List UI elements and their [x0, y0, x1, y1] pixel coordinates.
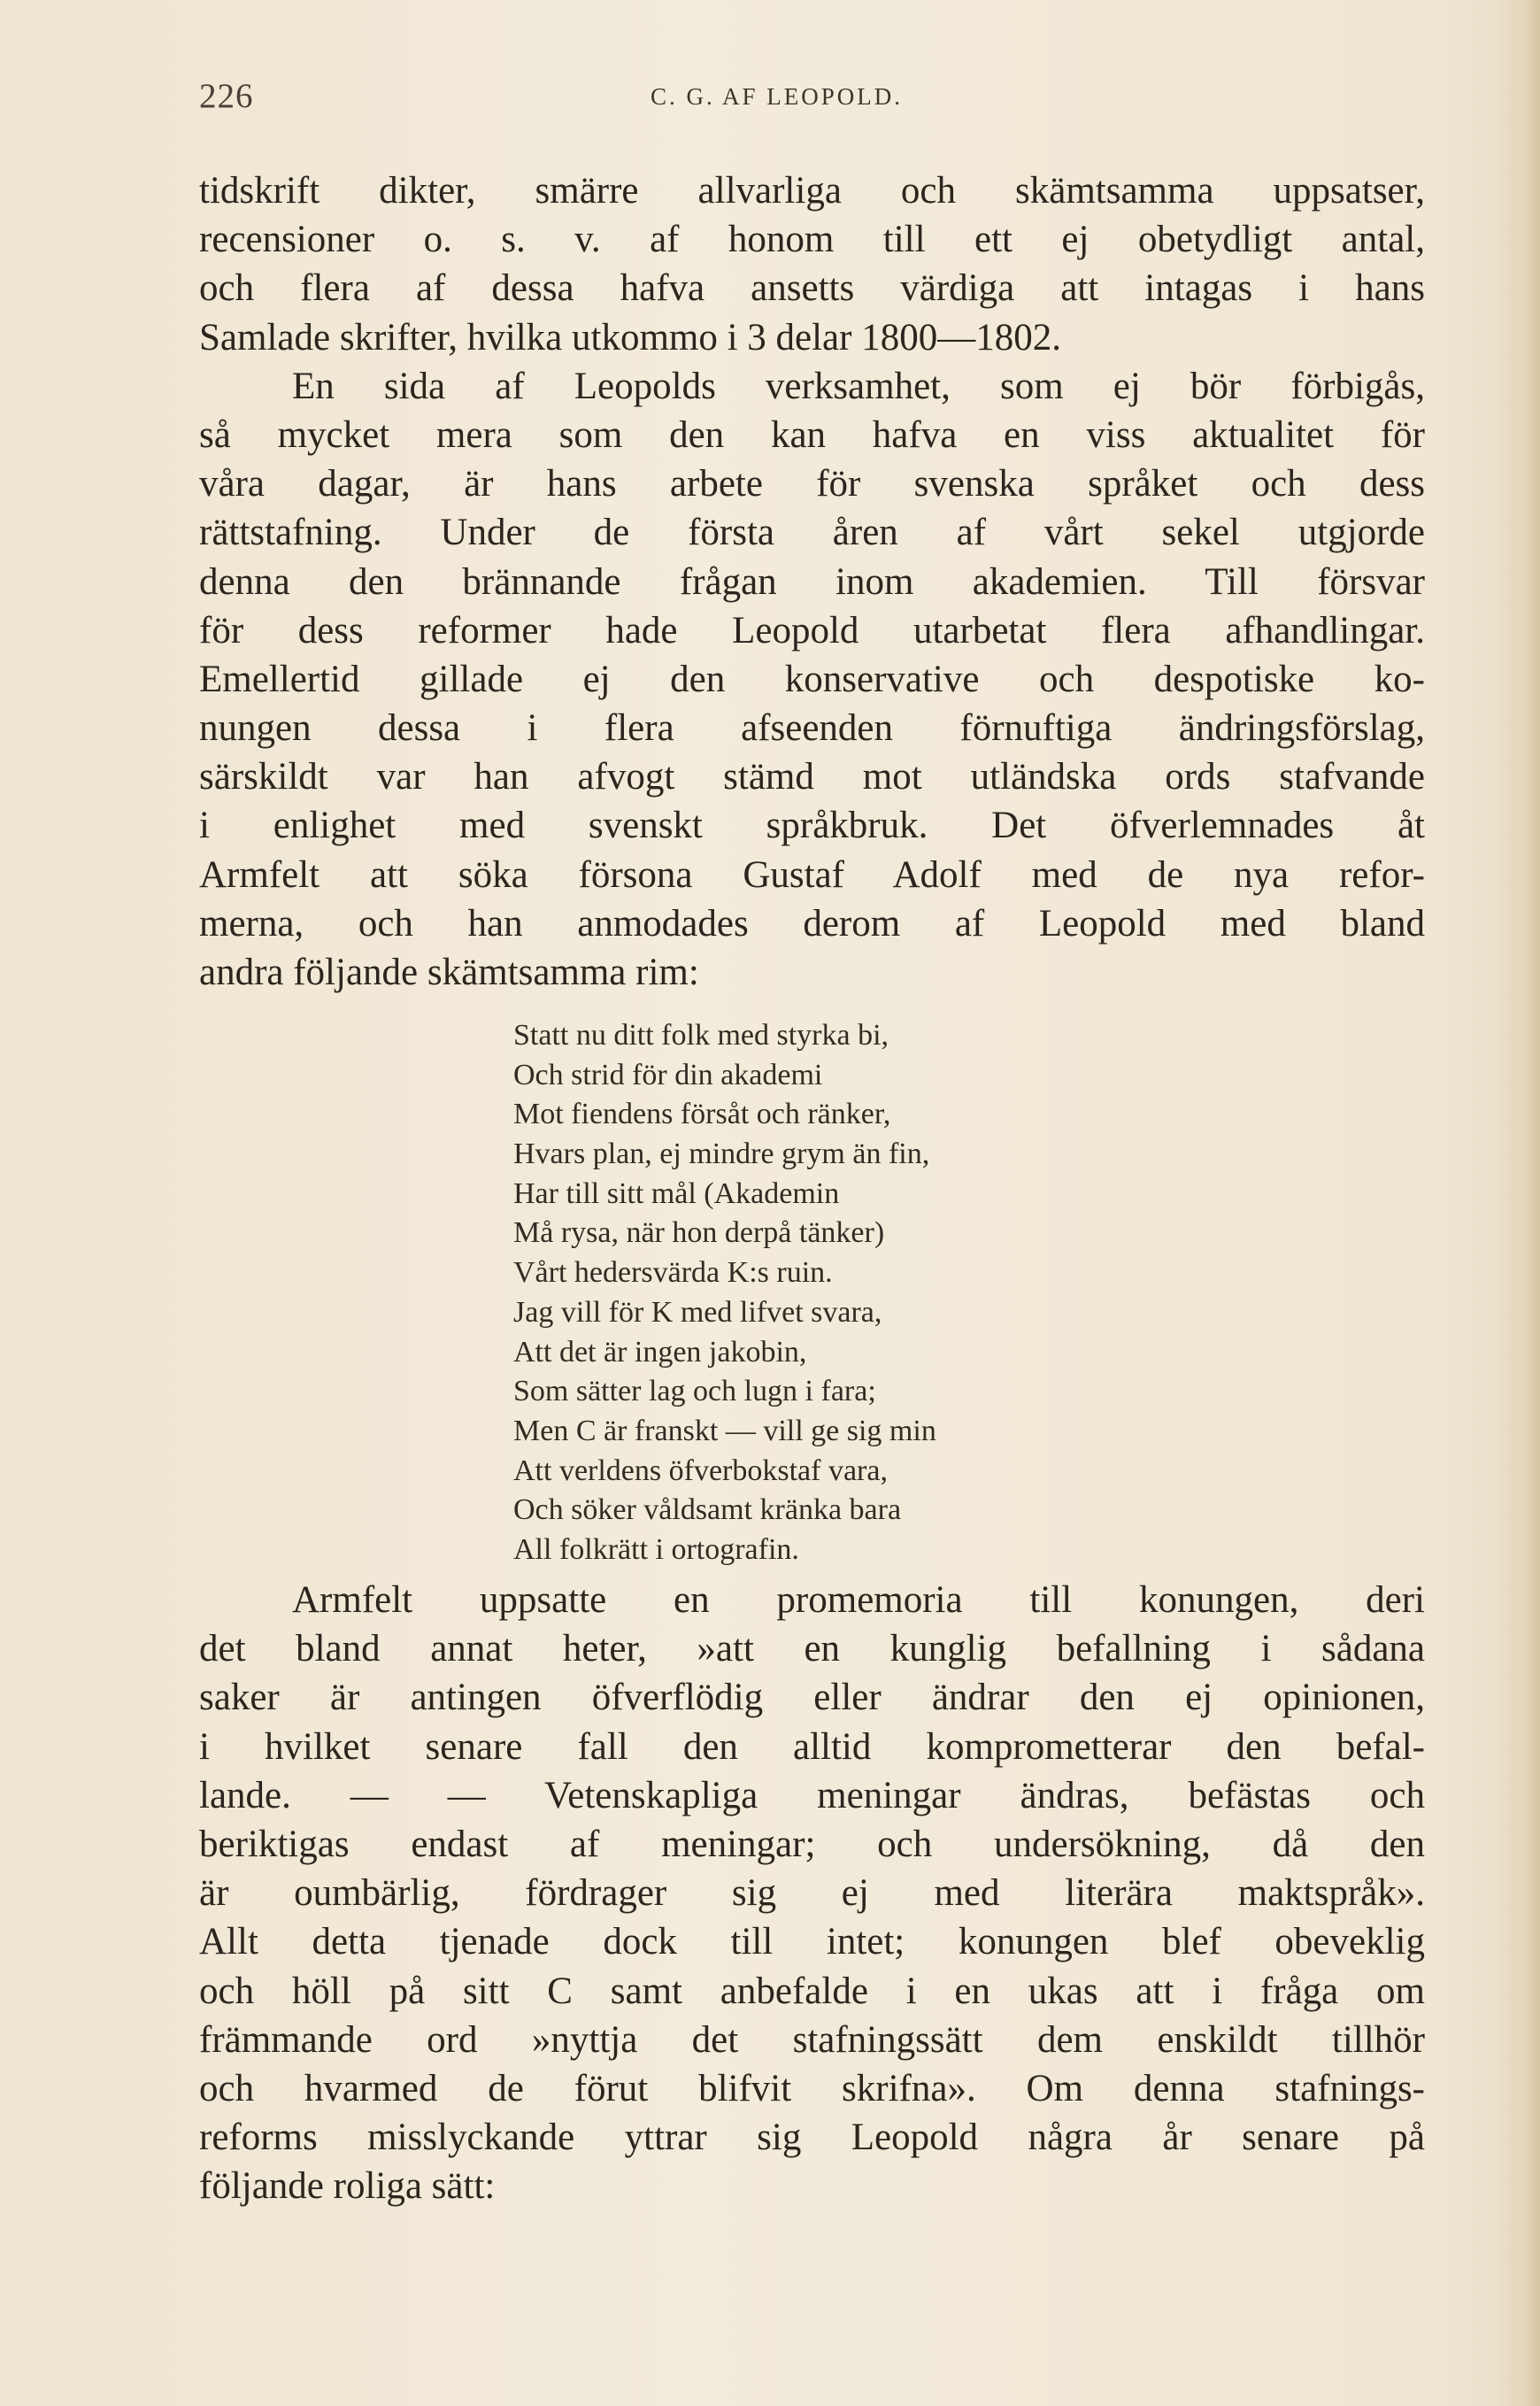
poem-line: Statt nu ditt folk med styrka bi,	[513, 1019, 889, 1052]
text-line: rättstafning. Under de första åren af vårt sekel utgjorde	[199, 512, 1425, 554]
poem-block	[513, 1016, 936, 1570]
text-line: saker är antingen öfverflödig eller ändrar den ej opinionen,	[199, 1677, 1425, 1719]
text-line: beriktigas endast af meningar; och undersökning, då den	[199, 1823, 1425, 1865]
poem-line: Mot fiendens försåt och ränker,	[513, 1098, 891, 1131]
text-line: och höll på sitt C samt anbefalde i en ukas att i fråga om	[199, 1970, 1425, 2012]
text-line: våra dagar, är hans arbete för svenska språket och dess	[199, 463, 1425, 505]
text-line: det bland annat heter, »att en kunglig befallning i sådana	[199, 1628, 1425, 1670]
text-line: Allt detta tjenade dock till intet; konungen blef obeveklig	[199, 1921, 1425, 1963]
poem-line: Som sätter lag och lugn i fara;	[513, 1375, 876, 1408]
page-edge-shadow	[1498, 0, 1540, 2406]
poem-line: Att verldens öfverbokstaf vara,	[513, 1454, 888, 1487]
body-text-lower	[199, 1576, 1425, 2210]
page-header	[199, 76, 1429, 120]
text-line: reforms misslyckande yttrar sig Leopold några år senare på	[199, 2117, 1425, 2159]
text-line: är oumbärlig, fördrager sig ej med literära maktspråk».	[199, 1872, 1425, 1915]
text-line: En sida af Leopolds verksamhet, som ej bör förbigås,	[292, 365, 1425, 407]
text-line: Armfelt uppsatte en promemoria till konungen, deri	[292, 1579, 1425, 1621]
poem-line: Jag vill för K med lifvet svara,	[513, 1295, 882, 1329]
text-line: andra följande skämtsamma rim:	[199, 952, 699, 993]
poem-line: Att det är ingen jakobin,	[513, 1335, 807, 1369]
text-line: lande. — — Vetenskapliga meningar ändras, befästas och	[199, 1774, 1425, 1816]
text-line: nungen dessa i flera afseenden förnuftiga ändringsförslag,	[199, 707, 1425, 750]
text-line: Emellertid gillade ej den konservative och despotiske ko-	[199, 658, 1425, 700]
poem-line: Har till sitt mål (Akademin	[513, 1176, 840, 1210]
text-line: särskildt var han afvogt stämd mot utländska ords stafvande	[199, 756, 1425, 798]
text-line: recensioner o. s. v. af honom till ett ej obetydligt antal,	[199, 219, 1425, 261]
poem-line: Må rysa, när hon derpå tänker)	[513, 1216, 885, 1250]
poem-line: Och strid för din akademi	[513, 1058, 823, 1091]
poem-line: Vårt hedersvärda K:s ruin.	[513, 1256, 833, 1290]
text-line: för dess reformer hade Leopold utarbetat flera afhandlingar.	[199, 609, 1425, 652]
running-head: C. G. AF LEOPOLD.	[651, 83, 904, 110]
page-number: 226	[199, 77, 254, 115]
text-line: Armfelt att söka försona Gustaf Adolf med de nya refor-	[199, 853, 1425, 896]
text-line: i enlighet med svenskt språkbruk. Det öfverlemnades åt	[199, 805, 1425, 847]
text-line: främmande ord »nyttja det stafningssätt dem enskildt tillhör	[199, 2018, 1425, 2061]
text-line: så mycket mera som den kan hafva en viss aktualitet för	[199, 413, 1425, 456]
poem-line: Men C är franskt — vill ge sig min	[513, 1414, 936, 1447]
text-line: merna, och han anmodades derom af Leopold med bland	[199, 902, 1425, 945]
text-line: och flera af dessa hafva ansetts värdiga att intagas i hans	[199, 267, 1425, 310]
text-line: denna den brännande frågan inom akademien. Till försvar	[199, 560, 1425, 603]
text-line: tidskrift dikter, smärre allvarliga och skämtsamma uppsatser,	[199, 170, 1425, 212]
text-line: och hvarmed de förut blifvit skrifna». Om denna stafnings-	[199, 2067, 1425, 2109]
poem-line: Och söker våldsamt kränka bara	[513, 1493, 902, 1527]
text-line: Samlade skrifter, hvilka utkommo i 3 delar 1800—1802.	[199, 316, 1061, 359]
text-line: följande roliga sätt:	[199, 2165, 496, 2208]
poem-line: All folkrätt i ortografin.	[513, 1532, 799, 1566]
text-line: i hvilket senare fall den alltid komprometterar den befal-	[199, 1725, 1425, 1768]
poem-line: Hvars plan, ej mindre grym än fin,	[513, 1137, 930, 1171]
body-text-upper	[199, 166, 1425, 997]
